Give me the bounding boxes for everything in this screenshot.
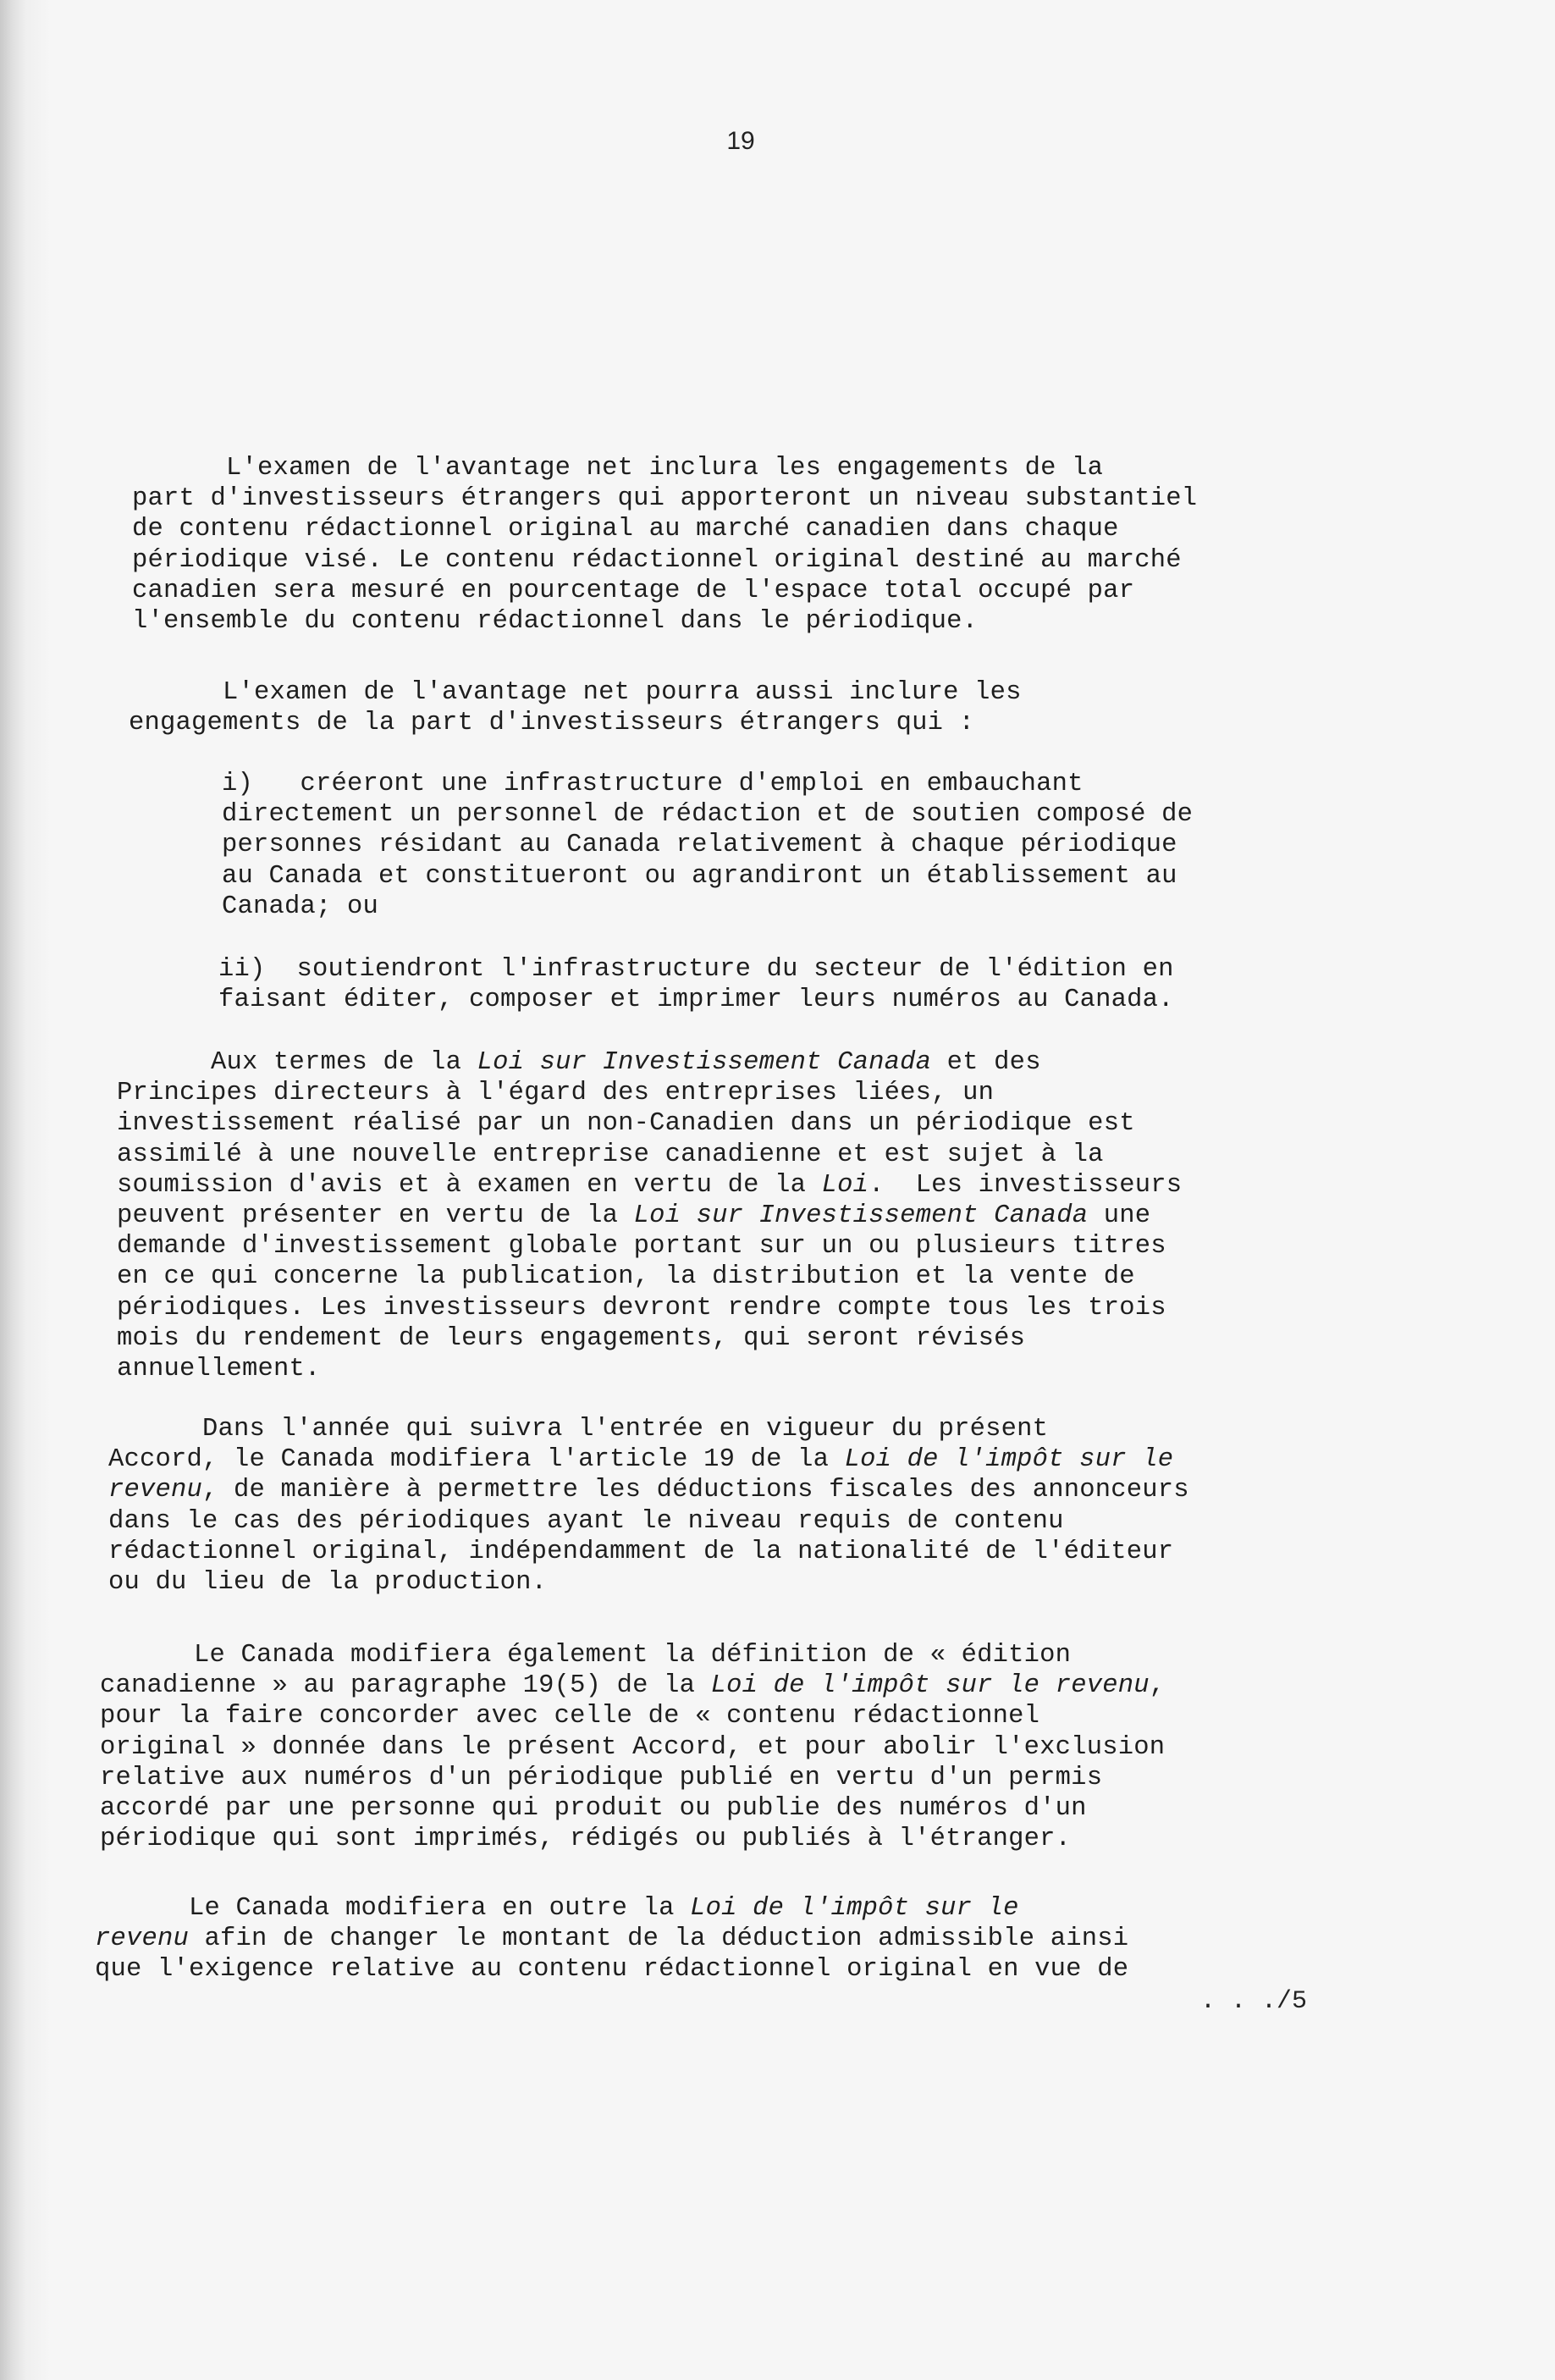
text-line: au Canada et constitueront ou agrandiront un établissement au <box>222 861 1177 891</box>
continuation-reference: . . ./5 <box>1200 1987 1308 2016</box>
law-title: Loi de l'impôt sur le <box>690 1894 1019 1923</box>
text-line: investissement réalisé par un non-Canadien dans un périodique est <box>117 1109 1135 1139</box>
text-line: directement un personnel de rédaction et de soutien composé de <box>222 800 1194 830</box>
text-line: ou du lieu de la production. <box>108 1568 548 1598</box>
paragraph-canadian-edition-definition <box>100 1640 1165 1854</box>
text-line: rédactionnel original, indépendamment de la nationalité de l'éditeur <box>108 1537 1174 1566</box>
text-line: périodiques. Les investisseurs devront rendre compte tous les trois <box>117 1293 1166 1323</box>
paragraph-net-benefit-additional <box>129 677 1022 738</box>
text-line: relative aux numéros d'un périodique publié en vertu d'un permis <box>100 1763 1103 1792</box>
text-line: dans le cas des périodiques ayant le niveau requis de contenu <box>108 1506 1064 1536</box>
text-line: L'examen de l'avantage net pourra aussi inclure les <box>129 678 1022 707</box>
text-line: faisant éditer, composer et imprimer leurs numéros au Canada. <box>218 986 1174 1015</box>
text-line: peuvent présenter en vertu de la Loi sur Investissement Canada une <box>117 1201 1151 1231</box>
text-line: revenu afin de changer le montant de la déduction admissible ainsi <box>95 1924 1129 1954</box>
paragraph-investment-canada-act <box>117 1047 1182 1384</box>
text-line: en ce qui concerne la publication, la distribution et la vente de <box>117 1262 1135 1292</box>
page-number: 19 <box>726 127 755 155</box>
law-title: Loi sur Investissement Canada <box>633 1201 1089 1231</box>
text-line: périodique visé. Le contenu rédactionnel original destiné au marché <box>132 545 1182 575</box>
text-line: assimilé à une nouvelle entreprise canadienne et est sujet à la <box>117 1140 1104 1169</box>
text-line: accordé par une personne qui produit ou publie des numéros d'un <box>100 1794 1087 1824</box>
law-title: Loi de l'impôt sur le <box>844 1445 1174 1475</box>
text-line: que l'exigence relative au contenu rédactionnel original en vue de <box>95 1955 1129 1985</box>
text-line: Dans l'année qui suivra l'entrée en vigueur du présent <box>108 1415 1049 1444</box>
text-line: pour la faire concorder avec celle de « contenu rédactionnel <box>100 1702 1040 1731</box>
text-line: Canada; ou <box>222 892 379 921</box>
text-line: part d'investisseurs étrangers qui apporteront un niveau substantiel <box>132 484 1198 514</box>
text-line: annuellement. <box>117 1355 321 1384</box>
text-line: Aux termes de la Loi sur Investissement Canada et des <box>117 1048 1041 1077</box>
text-line: Accord, le Canada modifiera l'article 19 de la Loi de l'impôt sur le <box>108 1445 1174 1475</box>
text-line: L'examen de l'avantage net inclura les engagements de la <box>132 454 1104 483</box>
list-item-i <box>222 769 1193 922</box>
text-line: personnes résidant au Canada relativement à chaque périodique <box>222 831 1177 860</box>
paragraph-income-tax-article-19 <box>108 1414 1189 1598</box>
text-line: canadien sera mesuré en pourcentage de l'espace total occupé par <box>132 576 1135 605</box>
law-title: Loi de l'impôt sur le revenu <box>710 1671 1150 1701</box>
text-line: périodique qui sont imprimés, rédigés ou publiés à l'étranger. <box>100 1825 1072 1854</box>
text-line: demande d'investissement globale portant sur un ou plusieurs titres <box>117 1232 1166 1262</box>
paragraph-deduction-amount <box>95 1893 1128 1985</box>
text-line: engagements de la part d'investisseurs étrangers qui : <box>129 709 975 738</box>
text-line: l'ensemble du contenu rédactionnel dans le périodique. <box>132 607 979 637</box>
text-line: de contenu rédactionnel original au marché canadien dans chaque <box>132 515 1119 544</box>
text-line: soumission d'avis et à examen en vertu de la Loi. Les investisseurs <box>117 1170 1183 1200</box>
text-line: Le Canada modifiera également la définition de « édition <box>100 1641 1072 1670</box>
law-title: Loi <box>821 1170 869 1200</box>
text-line: Le Canada modifiera en outre la Loi de l'impôt sur le <box>95 1894 1019 1923</box>
text-line: original » donnée dans le présent Accord, et pour abolir l'exclusion <box>100 1732 1166 1762</box>
text-line: ii) soutiendront l'infrastructure du secteur de l'édition en <box>218 955 1174 984</box>
law-title: revenu <box>95 1924 190 1954</box>
text-line: Principes directeurs à l'égard des entreprises liées, un <box>117 1079 995 1108</box>
text-line: canadienne » au paragraphe 19(5) de la Loi de l'impôt sur le revenu, <box>100 1671 1166 1701</box>
law-title: revenu <box>108 1476 203 1505</box>
text-line: revenu, de manière à permettre les déductions fiscales des annonceurs <box>108 1476 1189 1505</box>
text-line: mois du rendement de leurs engagements, qui seront révisés <box>117 1323 1026 1353</box>
text-line: i) créeront une infrastructure d'emploi en embauchant <box>222 770 1084 798</box>
list-item-ii <box>218 954 1174 1015</box>
paragraph-net-benefit <box>132 453 1197 637</box>
law-title: Loi sur Investissement Canada <box>477 1048 932 1077</box>
